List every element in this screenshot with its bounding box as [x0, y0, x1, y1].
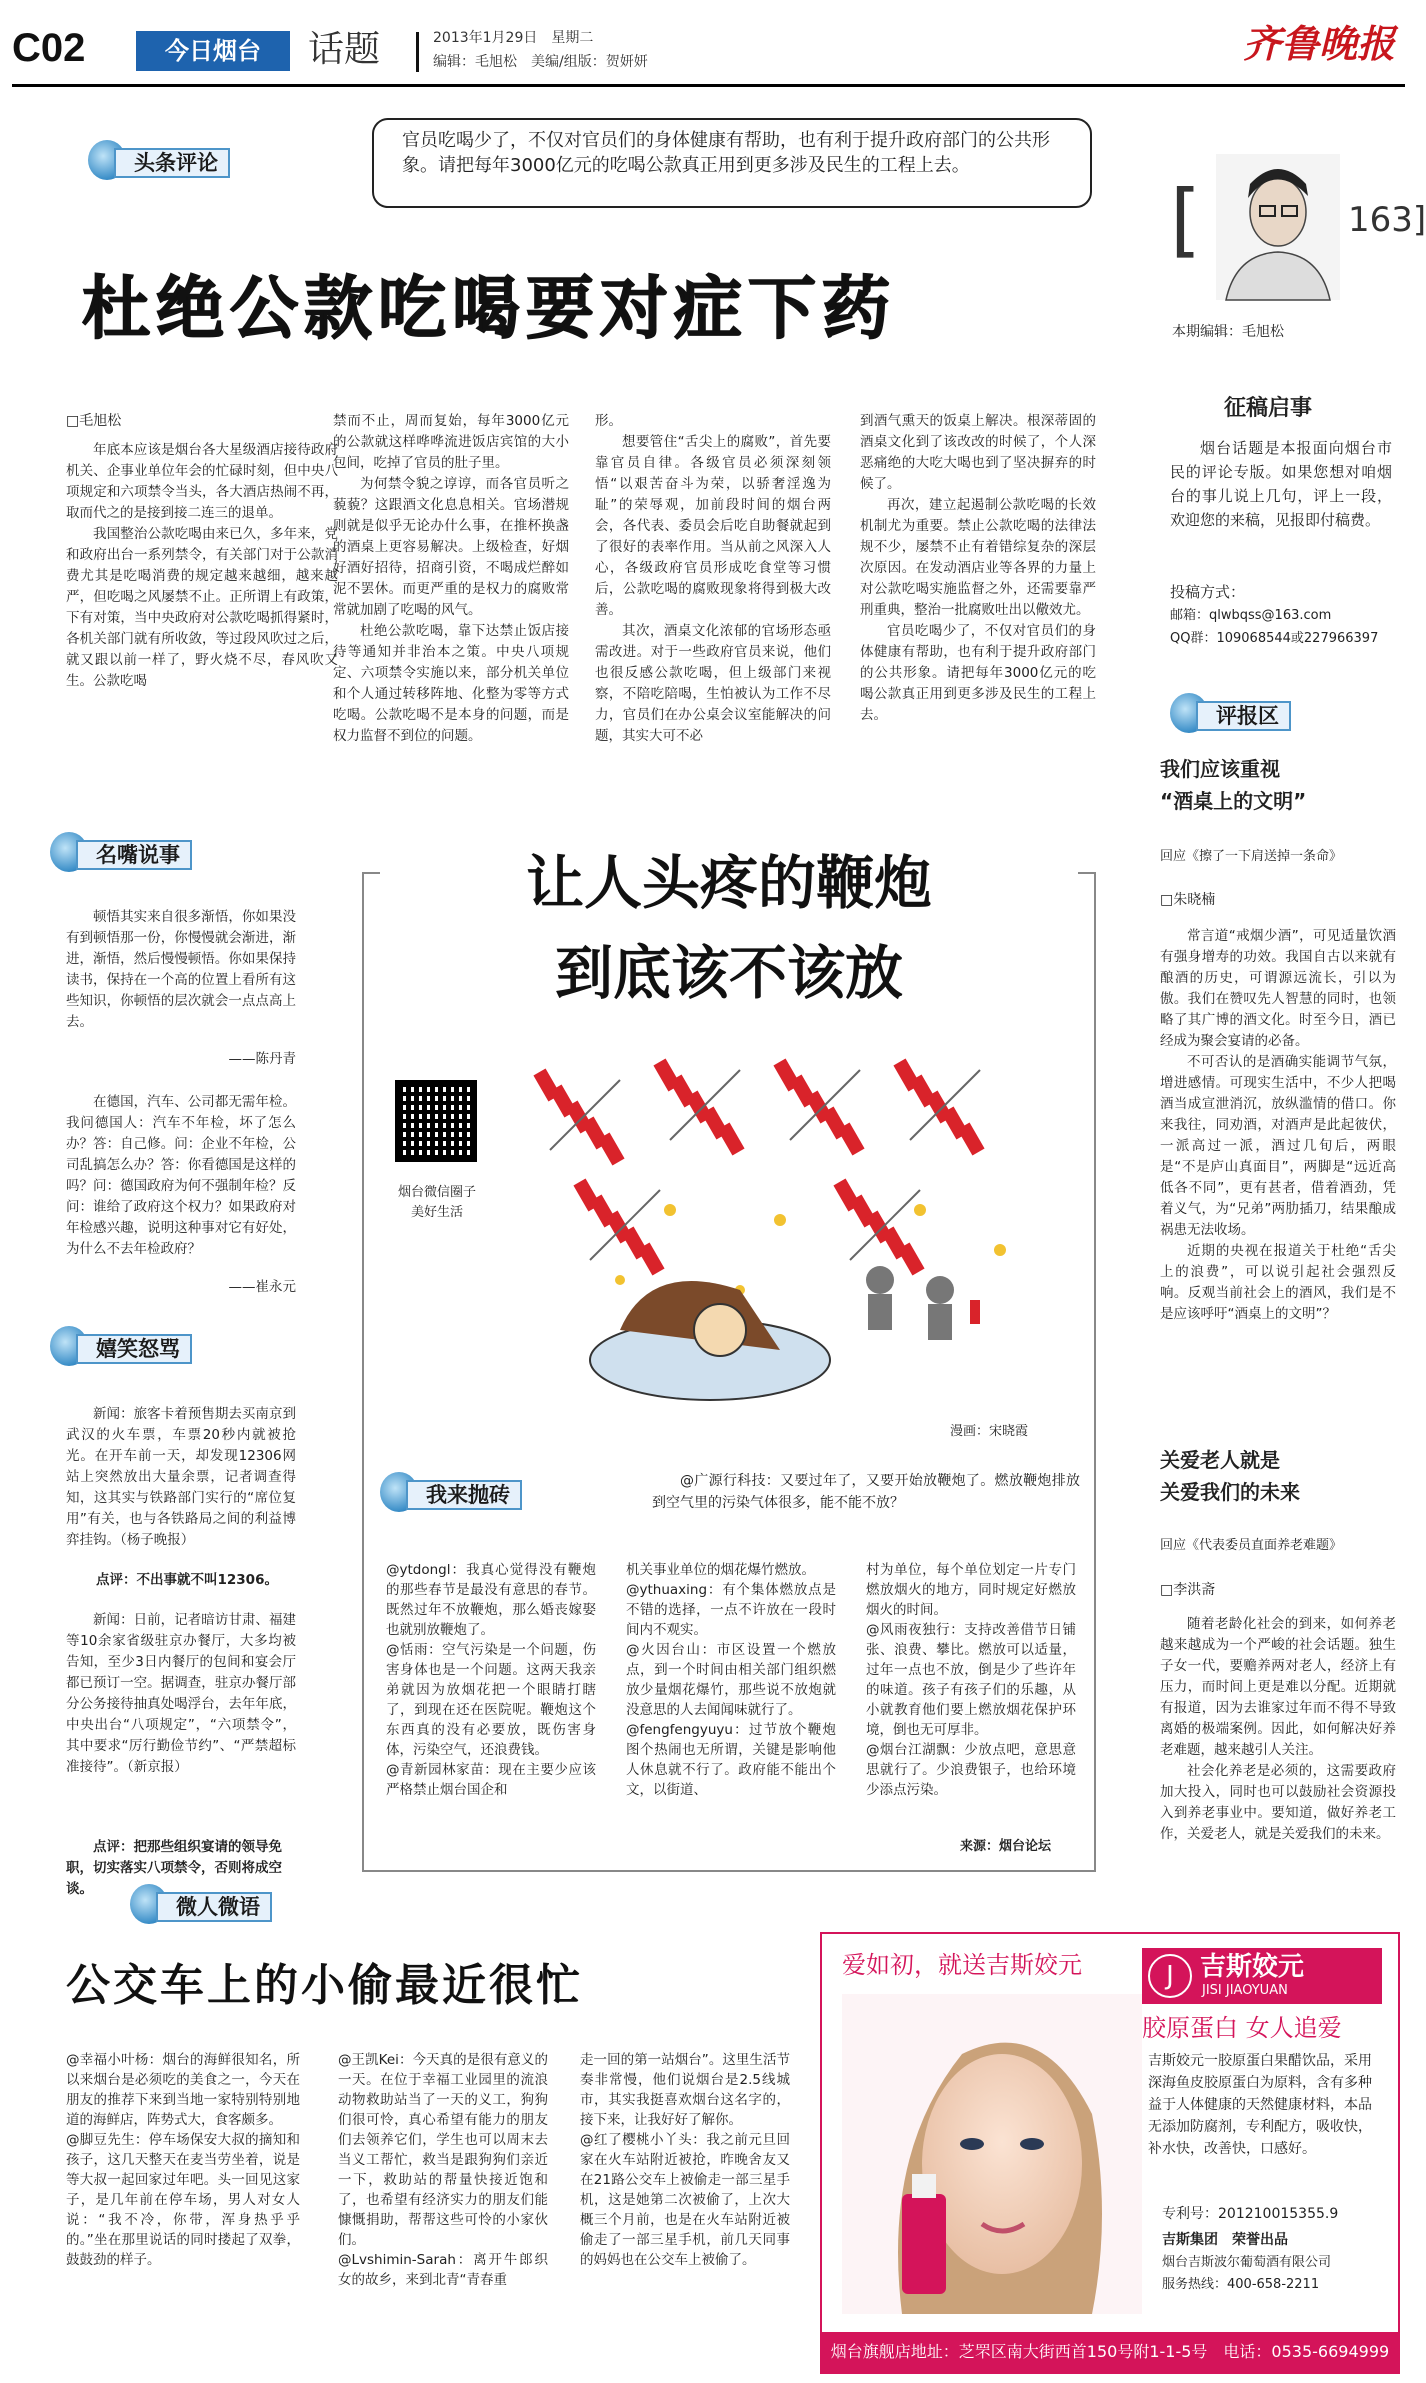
ad-subtitle: 胶原蛋白 女人追爱 [1142, 2014, 1342, 2042]
mingzui-quote-1: 顿悟其实来自很多渐悟，你如果没有到顿悟那一份，你慢慢就会渐进，渐进，渐悟，然后慢慢顿悟。你如果保持读书，保持在一个高的位置上看所有这些知识，你顿悟的层次就会一点点高上去。 [66, 909, 296, 1030]
ad-model-photo [842, 1994, 1142, 2314]
xixiao-comment-2: 点评：把那些组织宴请的领导免职，切实落实八项禁令，否则将成空谈。 [66, 1839, 282, 1897]
header-editors: 编辑：毛旭松 美编/组版：贺妍妍 [433, 54, 648, 70]
ad-body: 吉斯姣元一胶原蛋白果醋饮品，采用深海鱼皮胶原蛋白为原料，含有多种益于人体健康的天然健康材料，本品无添加防腐剂，专利配方，吸收快，补水快，改善快，口感好。 [1148, 2053, 1372, 2157]
commentary-col-4 [860, 411, 1096, 780]
paragraph: 禁而不止，周而复始，每年3000亿元的公款就这样哗哗流进饭店宾馆的大小包间，吃掉了官员的肚子里。 [333, 413, 569, 471]
headline: 杜绝公款吃喝要对症下药 [82, 270, 897, 349]
commentary-col-3 [595, 411, 831, 780]
commentary-author: □毛旭松 [66, 413, 122, 429]
weibo-headline: 公交车上的小偷最近很忙 [66, 1960, 583, 2011]
xixiao-comment-1: 点评：不出事就不叫12306。 [96, 1572, 278, 1588]
callout-text: 官员吃喝少了，不仅对官员们的身体健康有帮助，也有利于提升政府部门的公共形象。请把每年3000亿元的吃喝公款真正用到更多涉及民生的工程上去。 [402, 130, 1050, 176]
weibo-col-1: @幸福小叶杨：烟台的海鲜很知名，所以来烟台是必须吃的美食之一，今天在朋友的推荐下来到当地一家特别特别地道的海鲜店，阵势式大，食客颇多。 @脚豆先生：停车场保安大叔的摘知和孩子，这几天整天在麦当劳坐着，说是等大叔一起回家过年吧。头一回见这家子，是几年前在停车场，男人对女人说：“我不冷，你带，浑身热乎乎的。”坐在那里说话的同时搂起了双拳，鼓鼓劲的样子。 [66, 2052, 300, 2268]
header-rule [12, 84, 1405, 87]
mingzui-quote-2: 在德国，汽车、公司都无需年检。我问德国人：汽车不年检，坏了怎么办？答：自己修。问：企业不年检，公司乱搞怎么办？答：你看德国是这样的吗？问：德国政府为何不强制年检？反问：谁给了政府这个权力？如果政府对年检感兴趣，说明这种事对它有好处，为什么不去年检政府？ [66, 1094, 296, 1257]
paragraph: 杜绝公款吃喝，靠下达禁止饭店接待等通知并非治本之策。中央八项规定、六项禁令实施以来，部分机关单位和个人通过转移阵地、化整为零等方式吃喝。公款吃喝不是本身的问题，而是权力监督不到位的问题。 [333, 623, 569, 744]
brick-col-3: 村为单位，每个单位划定一片专门燃放烟火的地方，同时规定好燃放烟火的时间。 @风雨夜独行：支持改善借节日铺张、浪费、攀比。燃放可以适量，过年一点也不放，倒是少了些许年的味道。孩子有孩子们的乐趣，从小就教育他们要上燃放烟花保护环境，倒也无可厚非。 @烟台江湖飘：少放点吧，意思意思就行了。少浪费银子，也给环境少添点污染。 [866, 1562, 1076, 1798]
brick-intro: @广源行科技：又要过年了，又要开始放鞭炮了。燃放鞭炮排放到空气里的污染气体很多，能不能不放？ [652, 1473, 1080, 1511]
review-reply-to: 回应《擦了一下肩送掉一条命》 [1160, 849, 1343, 864]
paragraph: 为何禁令貌之谆谆，而各官员听之藐藐？这跟酒文化息息相关。官场潜规则就是似乎无论办什么事，在推杯换盏的酒桌上更容易解决。上级检查，好烟好酒好招待，招商引资，不喝成烂醉如泥不罢休。而更严重的是权力的腐败常常就加剧了吃喝的风气。 [333, 476, 569, 618]
call-email: 邮箱：qlwbqss@163.com [1170, 608, 1332, 623]
weibo-col-3: 走一回的第一站烟台”。这里生活节奏非常慢，他们说烟台是2.5线城市，其实我挺喜欢烟台这名字的，接下来，让我好好了解你。 @红了樱桃小丫头：我之前元旦回家在火车站附近被抢，昨晚舍友又在21路公交车上被偷走一部三星手机，这是她第二次被偷了，上次大概三个月前，也是在火车站附近被偷走了一部三星手机，前几天同事的妈妈也在公交车上被偷了。 [580, 2052, 790, 2268]
xixiao-news-1: 新闻：旅客卡着预售期去买南京到武汉的火车票，车票20秒内就被抢光。在开车前一天，却发现12306网站上突然放出大量余票，记者调查得知，这其实与铁路部门实行的“席位复用”有关，也与各铁路局之间的利益博弈挂钩。（杨子晚报） [66, 1406, 296, 1548]
review-author: □朱晓楠 [1160, 892, 1216, 908]
review-reply-to-2: 回应《代表委员直面养老难题》 [1160, 1538, 1343, 1553]
ad-logo-icon: J [1148, 1954, 1192, 1998]
page-number: C02 [12, 26, 86, 70]
ad-hotline: 服务热线：400-658-2211 [1162, 2277, 1320, 2292]
topic-label: 话题 [308, 29, 381, 70]
page-header [0, 0, 1417, 80]
advertisement[interactable] [820, 1932, 1400, 2374]
ad-brand-en: JISI JIAOYUAN [1202, 1983, 1288, 1998]
qr-code[interactable] [398, 1083, 474, 1159]
header-divider [416, 32, 419, 72]
brick-source: 来源：烟台论坛 [960, 1839, 1052, 1854]
paragraph: 形。 [595, 413, 622, 429]
review-title-4: 关爱我们的未来 [1160, 1480, 1300, 1504]
call-qq: QQ群：109068544或227966397 [1170, 631, 1379, 646]
weibo-col-2: @王凯Kei：今天真的是很有意义的一天。在位于幸福工业园里的流浪动物救助站当了一天的义工，狗狗们很可怜，真心希望有能力的朋友们去领养它们，学生也可以周末去当义工帮忙，救当是跟狗狗们亲近一下，救助站的帮量快接近饱和了，也希望有经济实力的朋友们能慷慨捐助，帮帮这些可怜的小家伙们。 @Lvshimin-Sarah：离开牛郎织女的故乡，来到北青“青春重 [338, 2052, 548, 2288]
bracket-left: [ [1170, 173, 1202, 266]
editor-caption: 本期编辑：毛旭松 [1172, 324, 1284, 340]
mingzui-author-1: ——陈丹青 [228, 1051, 296, 1067]
brick-col-2: 机关事业单位的烟花爆竹燃放。 @ythuaxing：有个集体燃放点是不错的选择，一点不许放在一段时间内不观实。 @火因台山：市区设置一个燃放点，到一个时间由相关部门组织燃放少量烟花爆竹，那些说不放炮就没意思的人去闻闻味就行了。 @fengfengyuyu：过节放个鞭炮图个热闹也无所谓，关键是影响他人休息就不行了。政府能不能出个文，以街道、 [626, 1562, 836, 1798]
paragraph: 官员吃喝少了，不仅对官员们的身体健康有帮助，也有利于提升政府部门的公共形象。请把每年3000亿元的吃喝公款真正用到更多涉及民生的工程上去。 [860, 623, 1096, 723]
review-body [1160, 926, 1396, 1366]
ad-slogan: 爱如初，就送吉斯姣元 [842, 1951, 1082, 1979]
feature-title-2: 到底该不该放 [554, 939, 903, 1007]
cartoon-figures [590, 1266, 980, 1400]
header-date: 2013年1月29日 星期二 [433, 30, 594, 46]
cartoon-credit: 漫画：宋晓霞 [950, 1424, 1029, 1439]
ad-company: 烟台吉斯波尔葡萄酒有限公司 [1162, 2255, 1332, 2270]
paragraph: 随着老龄化社会的到来，如何养老越来越成为一个严峻的社会话题。独生子女一代，要赡养两对老人，经济上有压力，而时间上更是难以分配。近期就有报道，因为去谁家过年而不得不导致离婚的极端案例。因此，如何解决好养老难题，越来越引人关注。 [1160, 1616, 1396, 1758]
paragraph: 社会化养老是必须的，这需要政府加大投入，同时也可以鼓励社会资源投入到养老事业中。要知道，做好养老工作，关爱老人，就是关爱我们的未来。 [1160, 1763, 1396, 1842]
call-title: 征稿启事 [1224, 396, 1313, 421]
call-body: 烟台话题是本报面向烟台市民的评论专版。如果您想对咱烟台的事儿说上几句，评上一段，欢迎您的来稿，见报即付稿费。 [1170, 439, 1392, 529]
editor-photo [1216, 154, 1340, 300]
mingzui-author-2: ——崔永元 [228, 1279, 296, 1295]
paragraph: 想要管住“舌尖上的腐败”，首先要靠官员自律。各级官员必须深刻领悟“以艰苦奋斗为荣，以骄奢淫逸为耻”的荣辱观，加前段时间的烟台两会，各代表、委员会后吃自助餐就起到了很好的表率作用。当从前之风深入人心，各级政府官员形成吃食堂等习惯后，公款吃喝的腐败现象将得到极大改善。 [595, 434, 831, 618]
paragraph: 再次，建立起遏制公款吃喝的长效机制尤为重要。禁止公款吃喝的法律法规不少，屡禁不止有着错综复杂的深层次原因。在发动酒店业等各界的力量上对公款吃喝实施监督之外，还需要靠严刑重典，整治一批腐败吐出以儆效尤。 [860, 497, 1096, 618]
firecracker-bunch [533, 1069, 624, 1166]
section-label: 今日烟台 [136, 31, 290, 71]
review-title-3: 关爱老人就是 [1160, 1448, 1280, 1472]
ad-footer: 烟台旗舰店地址：芝罘区南大街西首150号附1-1-5号 电话：0535-6694999 [822, 2332, 1398, 2372]
qr-caption: 烟台微信圈子美好生活 [397, 1185, 476, 1220]
commentary-col-2 [333, 411, 569, 780]
paragraph: 到酒气熏天的饭桌上解决。根深蒂固的酒桌文化到了该改改的时候了，个人深恶痛绝的大吃大喝也到了坚决摒弃的时候了。 [860, 413, 1096, 492]
paragraph: 常言道“戒烟少酒”，可见适量饮酒有强身增寿的功效。我国自古以来就有酿酒的历史，可谓源远流长，引以为傲。我们在赞叹先人智慧的同时，也领略了其广博的酒文化。时至今日，酒已经成为聚会宴请的必备。 [1160, 928, 1396, 1049]
editor-photo-box [1170, 150, 1426, 305]
paragraph: 其次，酒桌文化浓郁的官场形态亟需改进。对于一些政府官员来说，他们也很反感公款吃喝，但上级部门来视察，不陪吃陪喝，生怕被认为工作不尽力，官员们在办公桌会议室能解决的问题，其实大可不必 [595, 623, 831, 744]
brick-col-1: @ytdongl：我真心觉得没有鞭炮的那些春节是最没有意思的春节。既然过年不放鞭炮，那么婚丧嫁娶也就别放鞭炮了。 @恬雨：空气污染是一个问题，伤害身体也是一个问题。这两天我亲弟就因为放烟花把一个眼睛打瞎了，到现在还在医院呢。鞭炮这个东西真的没有必要放，既伤害身体，污染空气，还浪费钱。 @青新园林家苗：现在主要少应该严格禁止烟台国企和 [386, 1562, 596, 1798]
commentary-col-1 [66, 440, 338, 780]
paragraph: 近期的央视在报道关于杜绝“舌尖上的浪费”，可以说引起社会强烈反响。反观当前社会上的酒风，我们是不是应该呼吁“酒桌上的文明”？ [1160, 1243, 1396, 1322]
review-title-1: 我们应该重视 [1160, 757, 1280, 781]
ad-brand: 吉斯姣元 [1200, 1952, 1305, 1982]
firecracker-illustration [530, 1060, 1050, 1410]
feature-title-1: 让人头疼的鞭炮 [380, 848, 1078, 918]
paragraph: 年底本应该是烟台各大星级酒店接待政府机关、企事业单位年会的忙碌时刻，但中央八项规定和六项禁令当头，各大酒店热闹不再，取而代之的是接到接二连三的退单。 [66, 442, 338, 521]
callout-box [372, 118, 1092, 208]
ad-brand-block [1142, 1948, 1382, 2004]
paragraph: 我国整治公款吃喝由来已久，多年来，党和政府出台一系列禁令，有关部门对于公款消费尤其是吃喝消费的规定越来越细，越来越严，但吃喝之风屡禁不止。正所谓上有政策，下有对策，当中央政府对公款吃喝抓得紧时，各机关部门就有所收敛，等过段风吹过之后，就又跟以前一样了，野火烧不尽，春风吹又生。公款吃喝 [66, 526, 338, 689]
review-author-2: □李洪斋 [1160, 1582, 1216, 1598]
paragraph: 不可否认的是酒确实能调节气氛，增进感情。可现实生活中，不少人把喝酒当成宣泄消沉，放纵滥情的借口。你来我往，同劝酒，对酒声是此起彼伏，一派高过一派，酒过几旬后，两眼是“不是庐山真面目”，两脚是“远近高低各不同”，更有甚者，借着酒劲，凭着义气，为“兄弟”两肋插刀，结果酿成祸患无法收场。 [1160, 1054, 1396, 1238]
call-method: 投稿方式： [1170, 583, 1246, 601]
masthead: 齐鲁晚报 [1242, 21, 1395, 66]
ad-patent: 专利号：201210015355.9 [1162, 2206, 1339, 2222]
bracket-number: 163] [1348, 200, 1426, 240]
review-title-2: “酒桌上的文明” [1160, 789, 1307, 813]
xixiao-news-2: 新闻：日前，记者暗访甘肃、福建等10余家省级驻京办餐厅，大多均被告知，至少3日内餐厅的包间和宴会厅都已预订一空。据调查，驻京办餐厅部分公务接待抽真处喝浮台，去年年底，中央出台“八项规定”，“六项禁令”，其中要求“厉行勤俭节约”、“严禁超标准接待”。（新京报） [66, 1612, 296, 1775]
ad-group: 吉斯集团 荣誉出品 [1162, 2232, 1288, 2248]
